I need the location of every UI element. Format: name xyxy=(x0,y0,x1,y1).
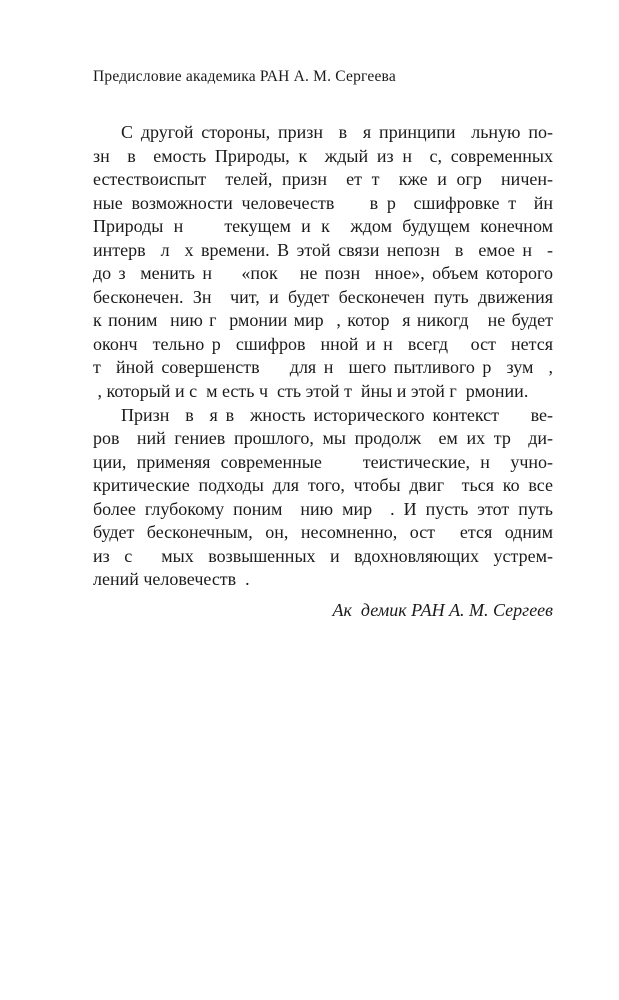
author-signature: Ак демик РАН А. М. Сергеев xyxy=(332,600,553,620)
text-line: к поним нию г рмонии мир , котор я никогд не будет xyxy=(93,310,553,331)
running-header: Предисловие академика РАН А. М. Сергеева xyxy=(93,68,396,85)
text-line: С другой стороны, призн в я принципи льную по- xyxy=(121,122,553,142)
text-line: т йной совершенств для н шего пытливого р зум , xyxy=(93,357,553,378)
text-line: зн в емость Природы, к ждый из н с, современных xyxy=(93,145,553,166)
text-line: будет бесконечным, он, несомненно, ост ется одним xyxy=(93,522,553,543)
text-line: интерв л х времени. В этой связи непозн в емое н - xyxy=(93,239,553,260)
text-line: ные возможности человечеств в р сшифровке т йн xyxy=(93,192,553,213)
text-line: естествоиспыт телей, призн ет т кже и огр ничен- xyxy=(93,169,553,190)
text-line: , который и с м есть ч сть этой т йны и этой г рмонии. xyxy=(93,381,529,402)
text-line: ции, применяя современные теистические, н учно- xyxy=(93,451,553,472)
text-line: критические подходы для того, чтобы двиг ться ко все xyxy=(93,475,553,496)
text-line: ров ний гениев прошлого, мы продолж ем их тр ди- xyxy=(93,428,553,449)
text-line: до з менить н «пок не позн нное», объем которого xyxy=(93,263,553,284)
text-line: бесконечен. Зн чит, и будет бесконечен путь движения xyxy=(93,286,553,307)
text-line: Природы н текущем и к ждом будущем конечном xyxy=(93,216,553,237)
text-line: оконч тельно р сшифров нной и н всегд ост нется xyxy=(93,333,553,354)
body-text xyxy=(93,121,553,592)
text-line: лений человечеств . xyxy=(93,569,250,590)
text-line: Призн в я в жность исторического контекст ве- xyxy=(121,404,553,425)
text-line: более глубокому поним нию мир . И пусть этот путь xyxy=(93,498,553,519)
text-line: из с мых возвышенных и вдохновляющих устрем- xyxy=(93,545,553,566)
